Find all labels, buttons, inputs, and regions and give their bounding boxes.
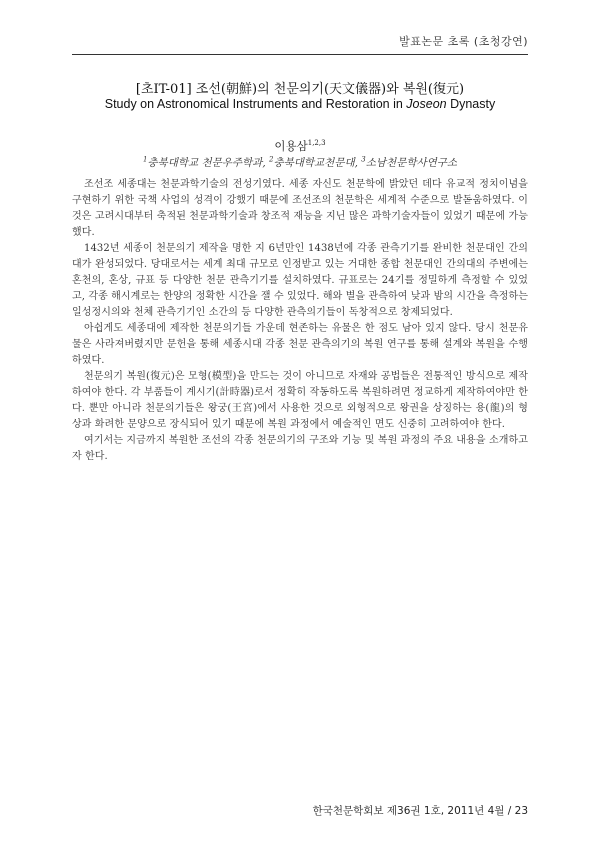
author-name: 이용삼 (274, 139, 308, 153)
paragraph: 1432년 세종이 천문의기 제작을 명한 지 6년만인 1438년에 각종 관측기기를 완비한 천문대인 간의대가 완성되었다. 당대로서는 세계 최대 규모로 인정받고 있는 거대한 종합 천문대인 간의대의 주변에는 혼천의, 혼상, 규표 등 다양한 천문 관측기기를 설치하였다. 규표로는 24기를 정밀하게 측정할 수 있었고, 각종 해시계로는 한양의 정확한 시간을 잴 수 있었다. 해와 별을 관측하여 낮과 밤의 시간을 측정하는 일성정시의와 천체 관측기기인 소간의 등 다양한 관측의기들이 독창적으로 창제되었다. (72, 243, 528, 318)
paragraph: 천문의기 복원(復元)은 모형(模型)을 만드는 것이 아니므로 자재와 공법들은 전통적인 방식으로 제작하여야 한다. 각 부품들이 계시기(計時器)로서 정확히 작동하도록 복원하려면 정교하게 제작하여야만 한다. 뿐만 아니라 천문의기들은 왕궁(王宮)에서 사용한 것으로 외형적으로 왕권을 상징하는 용(龍)의 형상과 화려한 문양으로 장식되어 있기 때문에 복원 과정에서 예술적인 면도 신중히 고려하여야 한다. (72, 371, 528, 430)
affiliation-num: 3 (361, 155, 366, 164)
section-label: 발표논문 초록 (초청강연) (399, 35, 528, 48)
title-korean: [초IT-01] 조선(朝鮮)의 천문의기(天文儀器)와 복원(復元) (135, 82, 465, 97)
affiliations (0, 155, 600, 170)
author-superscript: 1,2,3 (307, 139, 326, 148)
header-divider (72, 54, 528, 55)
paragraph: 조선조 세종대는 천문과학기술의 전성기였다. 세종 자신도 천문학에 밝았던 데다 유교적 정치이념을 구현하기 위한 국책 사업의 성격이 강했기 때문에 조선조의 천문학은 세계적 수준으로 발돋움하였다. 이것은 고려시대부터 축적된 천문과학기술과 창조적 재능을 지닌 많은 과학기술자들이 있었기 때문에 가능했다. (72, 179, 528, 238)
author (0, 138, 600, 154)
paragraph: 여기서는 지금까지 복원한 조선의 각종 천문의기의 구조와 기능 및 복원 과정의 주요 내용을 소개하고자 한다. (72, 435, 528, 462)
abstract-body (72, 177, 528, 465)
title-english (0, 97, 600, 111)
title-english-italic: Joseon (406, 97, 447, 111)
affiliation-text: 충북대학교천문대, (273, 157, 362, 169)
affiliation-num: 1 (142, 155, 148, 164)
affiliation-text: 충북대학교 천문우주학과, (147, 157, 269, 169)
footer-citation: 한국천문학회보 제36권 1호, 2011년 4월 / 23 (312, 805, 528, 817)
paragraph: 아쉽게도 세종대에 제작한 천문의기들 가운데 현존하는 유물은 한 점도 남아 있지 않다. 당시 천문유물은 사라져버렸지만 문헌을 통해 세종시대 각종 천문 관측의기의 복원 연구를 통해 설계와 복원을 수행하였다. (72, 323, 528, 366)
title-english-prefix: Study on Astronomical Instruments and Restoration in (104, 97, 407, 111)
affiliation-text: 소남천문학사연구소 (365, 157, 458, 169)
title-english-suffix: Dynasty (446, 97, 496, 111)
page-header (0, 0, 600, 60)
affiliation-num: 2 (269, 155, 274, 164)
